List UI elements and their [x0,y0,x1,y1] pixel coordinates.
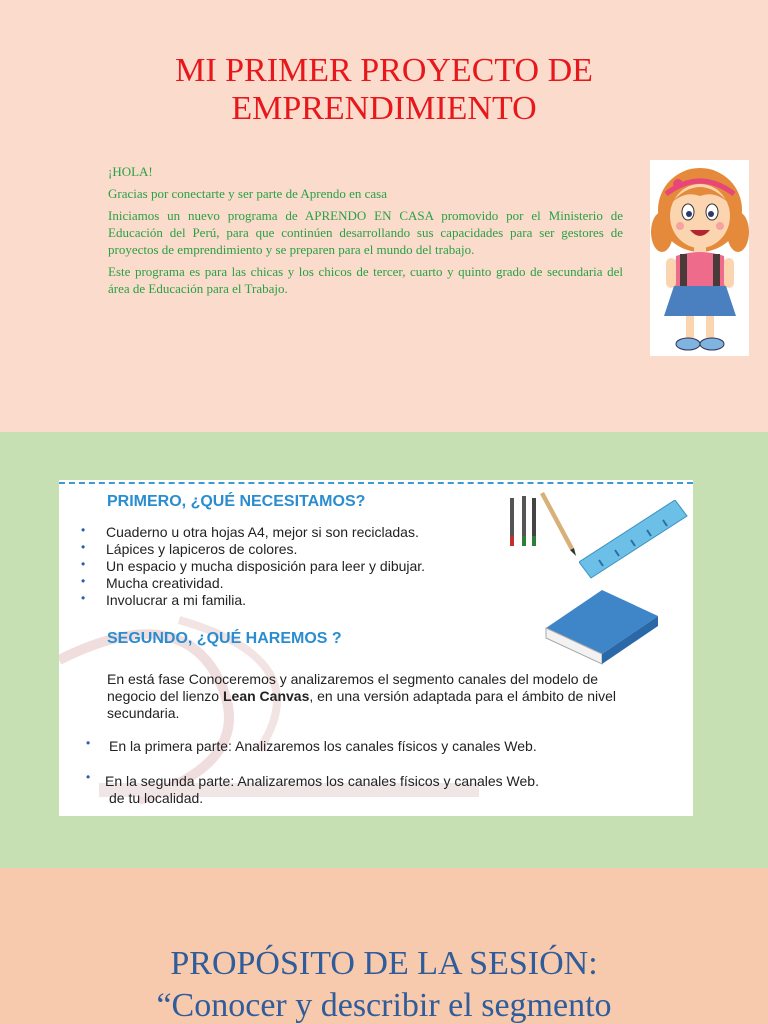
thanks-paragraph: Gracias por conectarte y ser parte de Aprendo en casa [108,186,387,201]
heading-what-we-will-do: SEGUNDO, ¿QUÉ HAREMOS ? [107,630,342,647]
greeting: ¡HOLA! [108,164,153,179]
program-paragraph: Iniciamos un nuevo programa de APRENDO EN CASA promovido por el Ministerio de Educación del Perú, para que continúen desarrollando sus capacidades para ser gestores de proyectos de emprendimiento y se preparen para el mundo del trabajo. [108,208,623,257]
page-title [40,52,728,128]
first-part-text: En la primera parte: Analizaremos los canales físicos y canales Web. [109,738,537,754]
list-item: • Lápices y lapiceros de colores. [81,541,425,558]
purpose-heading [30,943,738,1024]
supplies-list [81,524,425,609]
slide-intro [0,0,768,432]
slide-purpose [0,868,768,1024]
phase-text-start: En está fase Conoceremos y analizaremos el segmento canales del modelo de negocio del lienzo [107,671,599,704]
second-part-text [105,773,665,807]
lean-canvas-term: Lean Canvas [222,688,310,704]
phase-text-end: , en una versión adaptada para el ámbito de nivel secundaria. [107,688,617,721]
dashed-divider [59,482,693,484]
pencils-illustration [502,492,582,562]
list-item: • Mucha creatividad. [81,575,425,592]
second-part-line-2: de tu localidad. [109,790,204,806]
bullet-dot: • [86,736,91,750]
second-part-line-1: En la segunda parte: Analizaremos los canales físicos y canales Web. [105,773,539,789]
slide-instructions [0,432,768,868]
ruler-illustration [579,500,689,580]
list-item: • Involucrar a mi familia. [81,592,425,609]
audience-paragraph: Este programa es para las chicas y los chicos de tercer, cuarto y quinto grado de secundaria del área de Educación para el Trabajo. [108,264,623,296]
title-line-2: EMPRENDIMIENTO [231,90,537,127]
intro-text [108,163,623,302]
phase-description [107,671,647,722]
instructions-panel [59,480,693,816]
bullet-dot: • [86,770,91,784]
list-item: • Cuaderno u otra hojas A4, mejor si son recicladas. [81,524,425,541]
heading-what-we-need: PRIMERO, ¿QUÉ NECESITAMOS? [107,493,366,510]
list-item: • Un espacio y mucha disposición para leer y dibujar. [81,558,425,575]
book-illustration [542,586,662,666]
girl-illustration [650,160,749,356]
purpose-line-2: “Conocer y describir el segmento [156,987,612,1024]
title-line-1: MI PRIMER PROYECTO DE [175,52,593,89]
purpose-line-1: PROPÓSITO DE LA SESIÓN: [170,945,598,982]
